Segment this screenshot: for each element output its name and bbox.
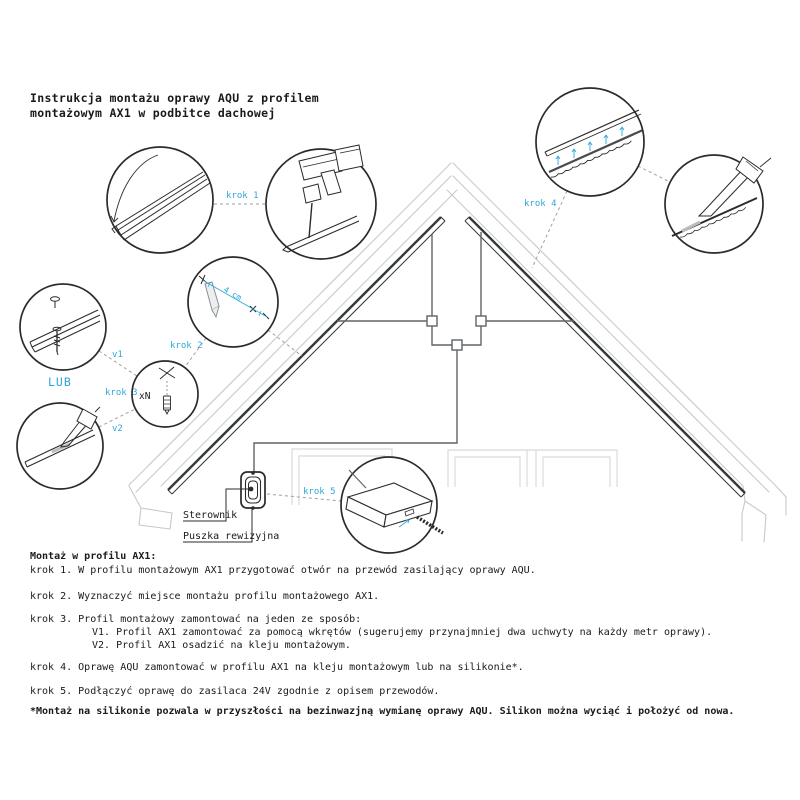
sterownik-label: Sterownik	[183, 510, 238, 521]
wiring	[254, 232, 574, 472]
lub-label: LUB	[48, 375, 72, 389]
krok1-label: krok 1	[226, 191, 259, 201]
led-strip-right	[465, 217, 745, 497]
instruction-step-3-v1: V1. Profil AX1 zamontować za pomocą wkrętów (sugerujemy przynajmniej dwa uchwyty na każdy metr oprawy).	[92, 627, 713, 638]
page-title-line1: Instrukcja montażu oprawy AQU z profilem	[30, 91, 319, 105]
instruction-step-3: krok 3. Profil montażowy zamontować na jeden ze sposób:	[30, 614, 362, 625]
krok4-label: krok 4	[524, 199, 557, 209]
instruction-step-3-v2: V2. Profil AX1 osadzić na kleju montażowym.	[92, 640, 351, 651]
krok2-label: krok 2	[170, 341, 203, 351]
instruction-step-4: krok 4. Oprawę AQU zamontować w profilu AX1 na kleju montażowym lub na silikonie*.	[30, 662, 524, 673]
callout-circle-marking	[188, 257, 278, 347]
dim-4cm-label: 4 cm	[222, 284, 244, 303]
callout-circle-profile	[107, 147, 213, 253]
instruction-step-1: krok 1. W profilu montażowym AX1 przygotować otwór na przewód zasilający oprawy AQU.	[30, 565, 536, 576]
v2-label: v2	[112, 424, 123, 434]
led-strip-left	[168, 217, 445, 494]
instructions-footnote: *Montaż na silikonie pozwala w przyszłości na bezinwazjną wymianę oprawy AQU. Silikon można wyciąć i położyć od nowa.	[30, 706, 735, 717]
v1-label: v1	[112, 350, 123, 360]
krok3-label: krok 3	[105, 388, 138, 398]
instructions-heading: Montaż w profilu AX1:	[30, 551, 157, 562]
instruction-step-5: krok 5. Podłączyć oprawę do zasilaca 24V zgodnie z opisem przewodów.	[30, 686, 440, 697]
krok5-label: krok 5	[303, 487, 336, 497]
puszka-label: Puszka rewizyjna	[183, 531, 280, 542]
page-title-line2: montażowym AX1 w podbitce dachowej	[30, 106, 276, 120]
instruction-step-2: krok 2. Wyznaczyć miejsce montażu profilu montażowego AX1.	[30, 591, 380, 602]
wall-windows	[292, 449, 617, 505]
xn-label: xN	[139, 391, 151, 402]
